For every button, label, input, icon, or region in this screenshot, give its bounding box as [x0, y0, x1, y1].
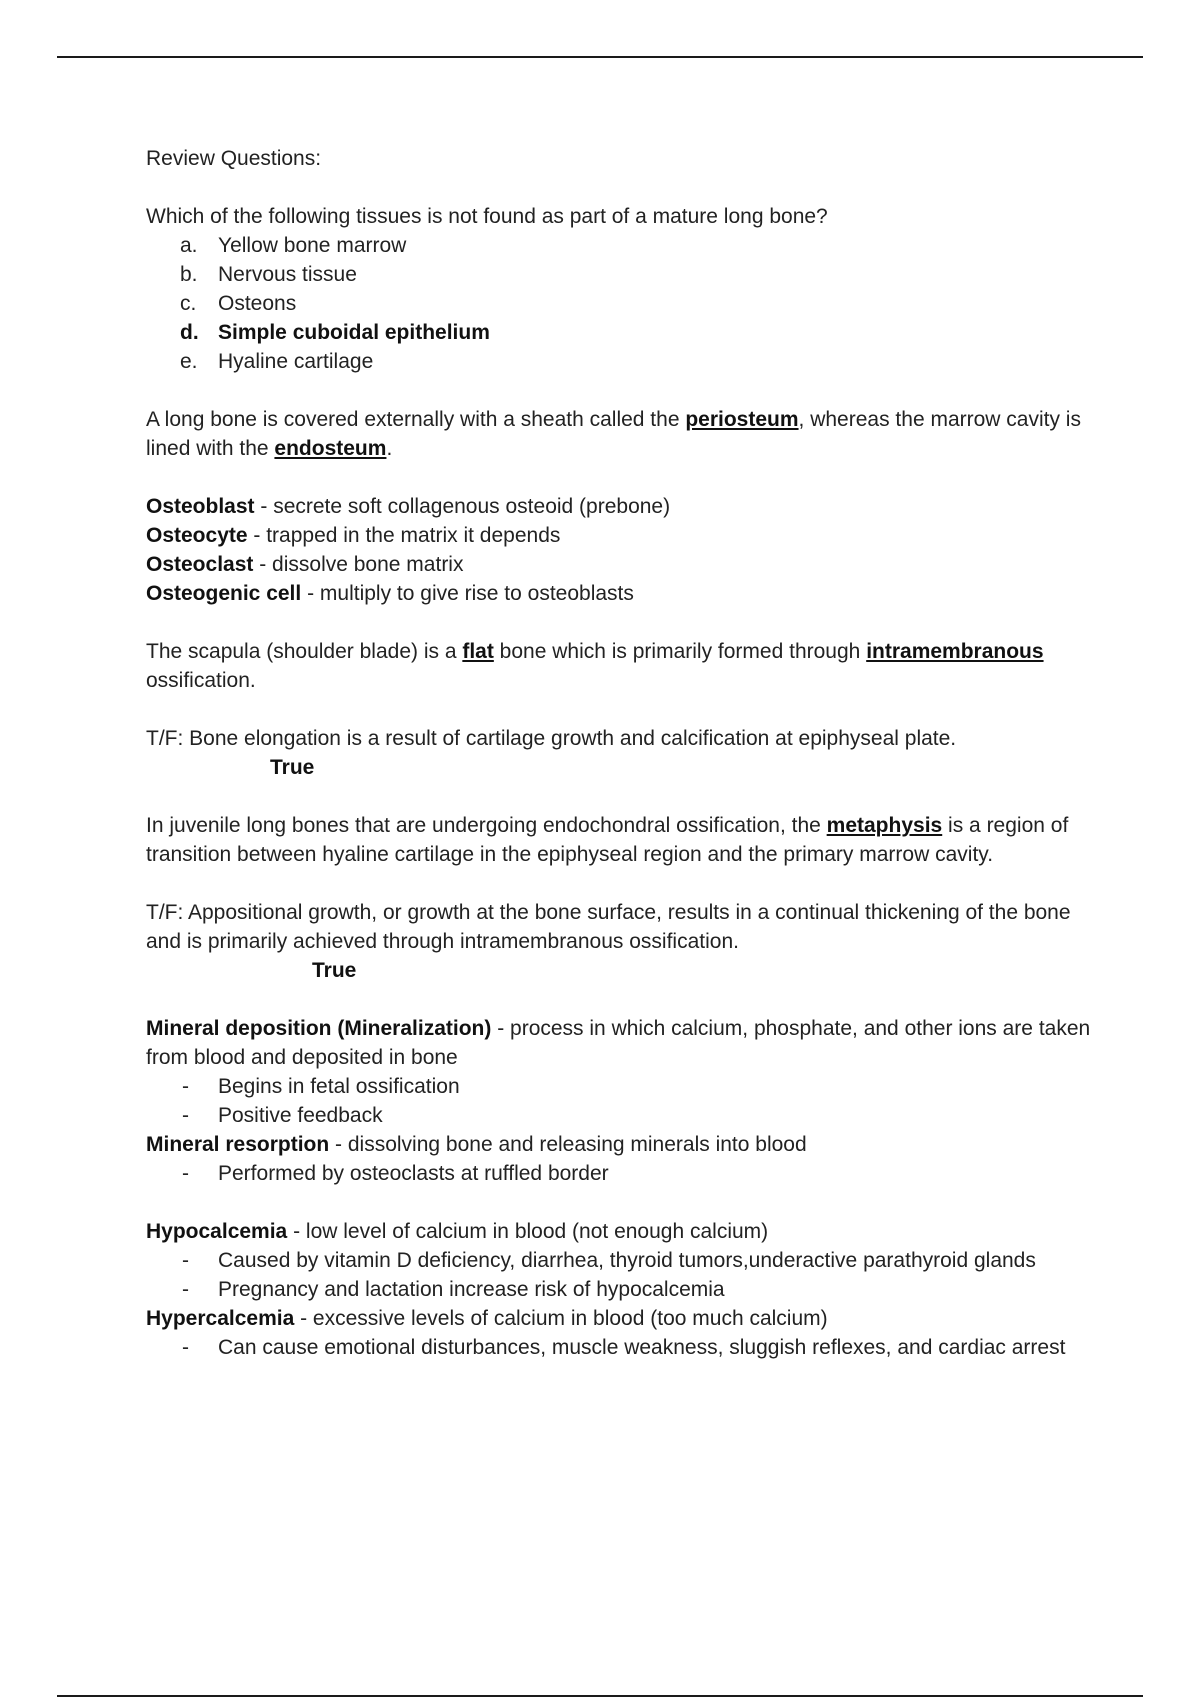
text-segment: In juvenile long bones that are undergoing endochondral ossification, the: [146, 814, 827, 837]
option-text: Osteons: [218, 292, 297, 315]
hypercalcemia: [146, 1304, 1096, 1333]
option-text: Nervous tissue: [218, 263, 357, 286]
cell-desc: - dissolve bone matrix: [253, 553, 464, 576]
bullet-item: [146, 1333, 1096, 1362]
true-false-1: T/F: Bone elongation is a result of cartilage growth and calcification at epiphyseal plate.: [146, 727, 957, 750]
cell-osteoclast: [146, 550, 1096, 579]
text-segment: A long bone is covered externally with a sheath called the: [146, 408, 686, 431]
hypocalcemia-bullets: [146, 1246, 1096, 1304]
bullet-dash: -: [182, 1278, 189, 1301]
cell-osteocyte: [146, 521, 1096, 550]
option-letter: a.: [180, 234, 198, 257]
option-c: [146, 289, 1096, 318]
bullet-dash: -: [182, 1075, 189, 1098]
question-1: Which of the following tissues is not found as part of a mature long bone?: [146, 205, 828, 228]
bullet-text: Caused by vitamin D deficiency, diarrhea, thyroid tumors,underactive parathyroid glands: [218, 1249, 1036, 1272]
option-a: [146, 231, 1096, 260]
option-b: [146, 260, 1096, 289]
cell-osteogenic: [146, 579, 1096, 608]
option-text: Yellow bone marrow: [218, 234, 407, 257]
cell-term: Osteogenic cell: [146, 582, 302, 605]
tf2-answer: True: [312, 959, 357, 982]
text-segment: The scapula (shoulder blade) is a: [146, 640, 463, 663]
question-3: [146, 637, 1096, 695]
cell-term: Osteocyte: [146, 524, 248, 547]
term-periosteum: periosteum: [685, 408, 799, 431]
term-intramembranous: intramembranous: [866, 640, 1044, 663]
definition: - low level of calcium in blood (not enough calcium): [287, 1220, 769, 1243]
bottom-rule: [57, 1695, 1143, 1697]
text-segment: ossification.: [146, 669, 256, 692]
bullet-dash: -: [182, 1162, 189, 1185]
bullet-item: [146, 1101, 1096, 1130]
option-d-correct: [146, 318, 1096, 347]
hypercalcemia-bullets: [146, 1333, 1096, 1362]
option-letter: c.: [180, 292, 197, 315]
term: Mineral resorption: [146, 1133, 330, 1156]
bullet-dash: -: [182, 1336, 189, 1359]
option-e: [146, 347, 1096, 376]
mineral-resorption-bullets: [146, 1159, 1096, 1188]
question-2: [146, 405, 1096, 463]
term: Hypocalcemia: [146, 1220, 288, 1243]
mineral-deposition-bullets: [146, 1072, 1096, 1130]
bullet-text: Begins in fetal ossification: [218, 1075, 460, 1098]
bullet-dash: -: [182, 1104, 189, 1127]
cell-term: Osteoblast: [146, 495, 255, 518]
cell-desc: - multiply to give rise to osteoblasts: [301, 582, 634, 605]
text-segment: , whereas the marrow cavity is lined with the: [146, 408, 1081, 460]
tf1-answer: True: [270, 756, 315, 779]
bullet-item: [146, 1159, 1096, 1188]
option-text: Simple cuboidal epithelium: [218, 321, 490, 344]
bullet-dash: -: [182, 1249, 189, 1272]
answer-options: [146, 231, 1096, 376]
bullet-item: [146, 1275, 1096, 1304]
bullet-text: Positive feedback: [218, 1104, 383, 1127]
term-flat: flat: [462, 640, 494, 663]
bullet-item: [146, 1246, 1096, 1275]
cell-term: Osteoclast: [146, 553, 254, 576]
term: Mineral deposition (Mineralization): [146, 1017, 492, 1040]
option-letter: b.: [180, 263, 198, 286]
mineral-deposition: [146, 1014, 1096, 1072]
definition: - process in which calcium, phosphate, and other ions are taken from blood and deposited in bone: [146, 1017, 1091, 1069]
question-4: [146, 811, 1096, 869]
text-segment: bone which is primarily formed through: [493, 640, 867, 663]
option-letter: d.: [180, 321, 199, 344]
hypocalcemia: [146, 1217, 1096, 1246]
definition: - excessive levels of calcium in blood (too much calcium): [294, 1307, 828, 1330]
bullet-text: Can cause emotional disturbances, muscle weakness, sluggish reflexes, and cardiac arrest: [218, 1336, 1066, 1359]
cell-osteoblast: [146, 492, 1096, 521]
bullet-text: Performed by osteoclasts at ruffled border: [218, 1162, 609, 1185]
cell-desc: - secrete soft collagenous osteoid (prebone): [254, 495, 671, 518]
bullet-text: Pregnancy and lactation increase risk of hypocalcemia: [218, 1278, 725, 1301]
true-false-2: T/F: Appositional growth, or growth at the bone surface, results in a continual thickening of the bone and is primarily achieved through intramembranous ossification.: [146, 901, 1071, 953]
option-text: Hyaline cartilage: [218, 350, 374, 373]
definition: - dissolving bone and releasing minerals into blood: [329, 1133, 807, 1156]
term: Hypercalcemia: [146, 1307, 295, 1330]
cell-desc: - trapped in the matrix it depends: [247, 524, 561, 547]
text-segment: is a region of transition between hyaline cartilage in the epiphyseal region and the primary marrow cavity.: [146, 814, 1069, 866]
text-segment: .: [386, 437, 393, 460]
mineral-resorption: [146, 1130, 1096, 1159]
term-endosteum: endosteum: [274, 437, 387, 460]
term-metaphysis: metaphysis: [826, 814, 943, 837]
document-body: [146, 144, 1096, 1362]
top-rule: [57, 56, 1143, 58]
option-letter: e.: [180, 350, 198, 373]
page-heading: Review Questions:: [146, 147, 322, 170]
bullet-item: [146, 1072, 1096, 1101]
